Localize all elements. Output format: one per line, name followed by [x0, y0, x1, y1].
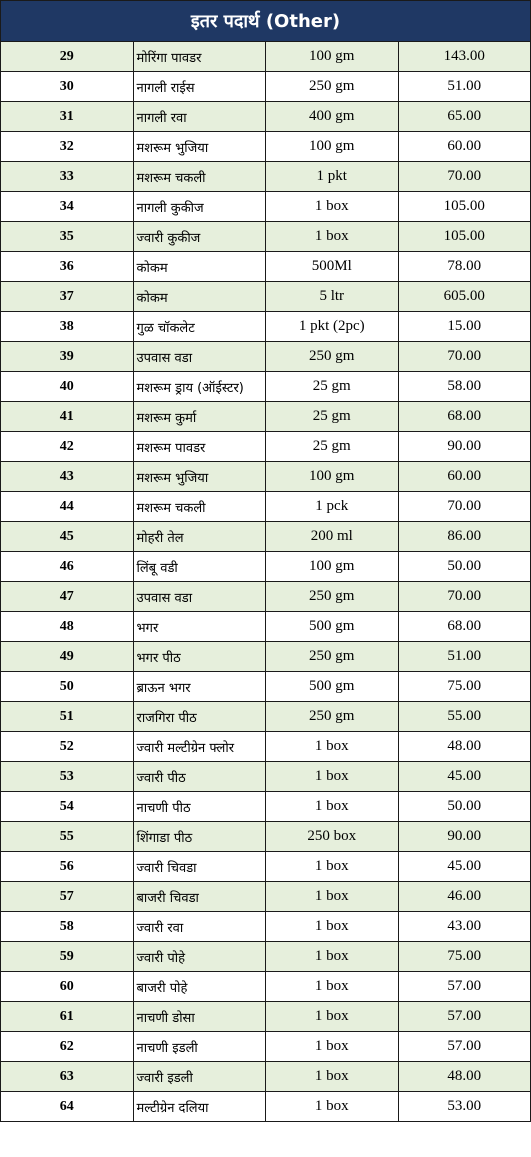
item-quantity: 250 gm: [266, 702, 399, 732]
table-row: [1, 792, 531, 822]
row-number: 50: [1, 672, 134, 702]
item-quantity: 1 pkt (2pc): [266, 312, 399, 342]
table-row: [1, 402, 531, 432]
item-name: लिंबू वडी: [133, 552, 266, 582]
item-quantity: 400 gm: [266, 102, 399, 132]
item-price: 105.00: [398, 222, 531, 252]
item-quantity: 5 ltr: [266, 282, 399, 312]
table-row: [1, 102, 531, 132]
row-number: 44: [1, 492, 134, 522]
table-row: [1, 852, 531, 882]
table-row: [1, 702, 531, 732]
item-name: नाचणी डोसा: [133, 1002, 266, 1032]
item-name: मशरूम भुजिया: [133, 462, 266, 492]
item-quantity: 250 gm: [266, 72, 399, 102]
item-name: बाजरी पोहे: [133, 972, 266, 1002]
item-quantity: 1 box: [266, 792, 399, 822]
item-quantity: 500 gm: [266, 672, 399, 702]
item-name: उपवास वडा: [133, 582, 266, 612]
table-row: [1, 822, 531, 852]
item-quantity: 1 box: [266, 1002, 399, 1032]
item-quantity: 25 gm: [266, 432, 399, 462]
table-row: [1, 222, 531, 252]
item-quantity: 25 gm: [266, 372, 399, 402]
row-number: 60: [1, 972, 134, 1002]
item-name: ज्वारी रवा: [133, 912, 266, 942]
table-row: [1, 462, 531, 492]
row-number: 49: [1, 642, 134, 672]
item-price: 55.00: [398, 702, 531, 732]
table-row: [1, 72, 531, 102]
table-row: [1, 1002, 531, 1032]
item-price: 68.00: [398, 402, 531, 432]
item-price: 53.00: [398, 1092, 531, 1122]
row-number: 42: [1, 432, 134, 462]
item-name: मशरूम कुर्मा: [133, 402, 266, 432]
item-quantity: 1 box: [266, 1092, 399, 1122]
item-price: 70.00: [398, 582, 531, 612]
item-quantity: 1 box: [266, 972, 399, 1002]
row-number: 32: [1, 132, 134, 162]
item-quantity: 250 gm: [266, 342, 399, 372]
row-number: 33: [1, 162, 134, 192]
row-number: 43: [1, 462, 134, 492]
table-row: [1, 582, 531, 612]
item-quantity: 1 box: [266, 912, 399, 942]
item-price: 50.00: [398, 552, 531, 582]
item-quantity: 200 ml: [266, 522, 399, 552]
table-row: [1, 912, 531, 942]
item-name: नाचणी इडली: [133, 1032, 266, 1062]
row-number: 37: [1, 282, 134, 312]
item-price: 50.00: [398, 792, 531, 822]
row-number: 57: [1, 882, 134, 912]
item-price: 60.00: [398, 462, 531, 492]
row-number: 63: [1, 1062, 134, 1092]
item-name: नागली रवा: [133, 102, 266, 132]
row-number: 58: [1, 912, 134, 942]
item-price: 105.00: [398, 192, 531, 222]
item-quantity: 1 pck: [266, 492, 399, 522]
table-row: [1, 132, 531, 162]
item-price: 15.00: [398, 312, 531, 342]
row-number: 36: [1, 252, 134, 282]
item-quantity: 250 gm: [266, 642, 399, 672]
row-number: 51: [1, 702, 134, 732]
item-price: 60.00: [398, 132, 531, 162]
table-body: [1, 42, 531, 1122]
table-row: [1, 432, 531, 462]
item-name: बाजरी चिवडा: [133, 882, 266, 912]
item-price: 90.00: [398, 432, 531, 462]
item-price: 48.00: [398, 1062, 531, 1092]
table-row: [1, 372, 531, 402]
item-price: 68.00: [398, 612, 531, 642]
item-name: ब्राऊन भगर: [133, 672, 266, 702]
item-price: 57.00: [398, 1002, 531, 1032]
item-name: मशरूम पावडर: [133, 432, 266, 462]
item-name: ज्वारी मल्टीग्रेन फ्लोर: [133, 732, 266, 762]
item-name: उपवास वडा: [133, 342, 266, 372]
item-price: 70.00: [398, 162, 531, 192]
item-price: 51.00: [398, 642, 531, 672]
table-row: [1, 1062, 531, 1092]
table-row: [1, 972, 531, 1002]
item-quantity: 1 box: [266, 1062, 399, 1092]
item-name: नाचणी पीठ: [133, 792, 266, 822]
item-quantity: 1 box: [266, 732, 399, 762]
row-number: 53: [1, 762, 134, 792]
item-price: 51.00: [398, 72, 531, 102]
row-number: 29: [1, 42, 134, 72]
row-number: 64: [1, 1092, 134, 1122]
item-price: 57.00: [398, 1032, 531, 1062]
row-number: 61: [1, 1002, 134, 1032]
row-number: 30: [1, 72, 134, 102]
item-quantity: 100 gm: [266, 462, 399, 492]
row-number: 62: [1, 1032, 134, 1062]
row-number: 47: [1, 582, 134, 612]
item-name: भगर पीठ: [133, 642, 266, 672]
item-quantity: 1 pkt: [266, 162, 399, 192]
table-row: [1, 642, 531, 672]
row-number: 54: [1, 792, 134, 822]
item-name: ज्वारी पोहे: [133, 942, 266, 972]
row-number: 45: [1, 522, 134, 552]
row-number: 55: [1, 822, 134, 852]
table-row: [1, 882, 531, 912]
row-number: 59: [1, 942, 134, 972]
row-number: 46: [1, 552, 134, 582]
row-number: 41: [1, 402, 134, 432]
item-quantity: 500 gm: [266, 612, 399, 642]
item-price: 43.00: [398, 912, 531, 942]
item-price: 78.00: [398, 252, 531, 282]
item-name: मोरिंगा पावडर: [133, 42, 266, 72]
item-name: मोहरी तेल: [133, 522, 266, 552]
item-price: 48.00: [398, 732, 531, 762]
item-price: 70.00: [398, 342, 531, 372]
item-quantity: 1 box: [266, 222, 399, 252]
table-row: [1, 342, 531, 372]
item-quantity: 100 gm: [266, 42, 399, 72]
row-number: 56: [1, 852, 134, 882]
table-row: [1, 672, 531, 702]
item-name: ज्वारी पीठ: [133, 762, 266, 792]
item-price: 65.00: [398, 102, 531, 132]
table-row: [1, 762, 531, 792]
item-name: मशरूम भुजिया: [133, 132, 266, 162]
table-title: इतर पदार्थ (Other): [1, 1, 531, 42]
item-name: ज्वारी कुकीज: [133, 222, 266, 252]
table-row: [1, 192, 531, 222]
table-row: [1, 252, 531, 282]
item-name: नागली कुकीज: [133, 192, 266, 222]
row-number: 39: [1, 342, 134, 372]
item-quantity: 250 gm: [266, 582, 399, 612]
table-row: [1, 492, 531, 522]
table-header-row: [1, 1, 531, 42]
row-number: 34: [1, 192, 134, 222]
item-price: 58.00: [398, 372, 531, 402]
item-quantity: 100 gm: [266, 132, 399, 162]
item-price: 75.00: [398, 672, 531, 702]
table-row: [1, 1092, 531, 1122]
table-row: [1, 1032, 531, 1062]
table-row: [1, 162, 531, 192]
item-price: 70.00: [398, 492, 531, 522]
item-name: राजगिरा पीठ: [133, 702, 266, 732]
item-quantity: 1 box: [266, 942, 399, 972]
row-number: 48: [1, 612, 134, 642]
item-quantity: 100 gm: [266, 552, 399, 582]
item-price: 45.00: [398, 762, 531, 792]
item-name: नागली राईस: [133, 72, 266, 102]
table-row: [1, 42, 531, 72]
item-name: मशरूम चकली: [133, 162, 266, 192]
row-number: 35: [1, 222, 134, 252]
item-price: 45.00: [398, 852, 531, 882]
item-quantity: 1 box: [266, 762, 399, 792]
item-name: भगर: [133, 612, 266, 642]
item-price: 90.00: [398, 822, 531, 852]
table-row: [1, 312, 531, 342]
item-quantity: 1 box: [266, 882, 399, 912]
row-number: 52: [1, 732, 134, 762]
table-row: [1, 942, 531, 972]
item-quantity: 250 box: [266, 822, 399, 852]
item-name: मशरूम चकली: [133, 492, 266, 522]
item-name: शिंगाडा पीठ: [133, 822, 266, 852]
item-quantity: 1 box: [266, 192, 399, 222]
table-row: [1, 552, 531, 582]
item-price: 57.00: [398, 972, 531, 1002]
item-name: मशरूम ड्राय (ऑईस्टर): [133, 372, 266, 402]
item-quantity: 25 gm: [266, 402, 399, 432]
item-quantity: 1 box: [266, 1032, 399, 1062]
table-row: [1, 732, 531, 762]
item-name: ज्वारी चिवडा: [133, 852, 266, 882]
table-row: [1, 522, 531, 552]
item-price: 143.00: [398, 42, 531, 72]
item-name: गुळ चॉकलेट: [133, 312, 266, 342]
item-quantity: 1 box: [266, 852, 399, 882]
item-name: कोकम: [133, 252, 266, 282]
table-row: [1, 282, 531, 312]
item-name: कोकम: [133, 282, 266, 312]
item-price: 75.00: [398, 942, 531, 972]
item-price: 86.00: [398, 522, 531, 552]
row-number: 38: [1, 312, 134, 342]
row-number: 40: [1, 372, 134, 402]
item-name: ज्वारी इडली: [133, 1062, 266, 1092]
item-price: 605.00: [398, 282, 531, 312]
item-price: 46.00: [398, 882, 531, 912]
row-number: 31: [1, 102, 134, 132]
table-row: [1, 612, 531, 642]
item-quantity: 500Ml: [266, 252, 399, 282]
item-name: मल्टीग्रेन दलिया: [133, 1092, 266, 1122]
